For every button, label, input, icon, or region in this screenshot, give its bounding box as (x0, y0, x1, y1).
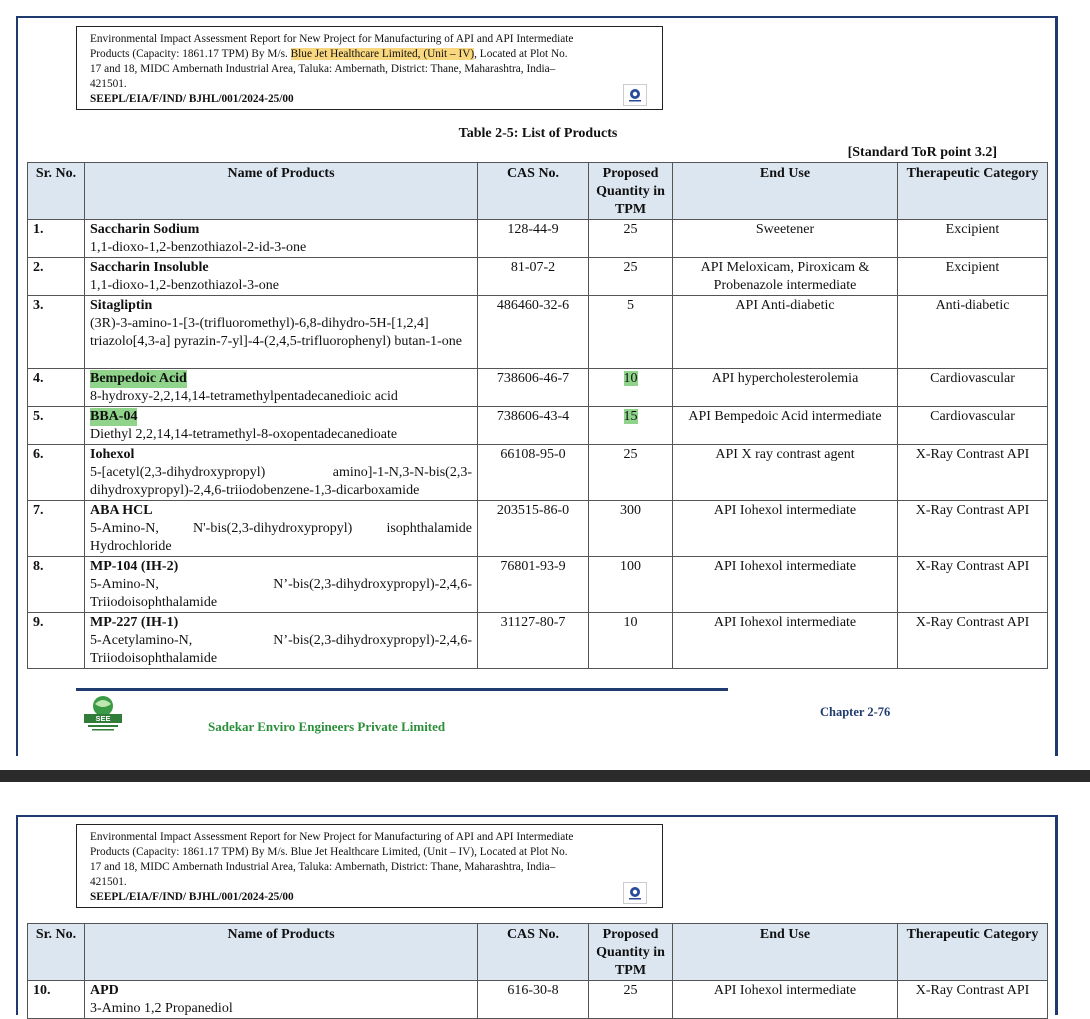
table-row (28, 220, 1048, 258)
product-iupac: (3R)-3-amino-1-[3-(trifluoromethyl)-6,8-dihydro-5H-[1,2,4] triazolo[4,3-a] pyrazin-7-yl]-4-(2,4,5-trifluorophenyl) butan-1-one (90, 316, 463, 349)
therapeutic-category: Excipient (898, 258, 1048, 296)
quantity-highlight: 10 (623, 371, 638, 386)
company-highlight: Blue Jet Healthcare Limited, (Unit – IV) (290, 48, 475, 60)
see-logo (78, 694, 128, 734)
end-use: API Meloxicam, Piroxicam & Probenazole intermediate (673, 258, 898, 296)
row-sr: 6. (28, 445, 85, 501)
quantity (589, 407, 673, 445)
therapeutic-category: Cardiovascular (898, 369, 1048, 407)
product-iupac: 5-Amino-N, N'-bis(2,3-dihydroxypropyl) isophthalamide Hydrochloride (90, 521, 472, 554)
product-name: Sitagliptin (90, 298, 153, 313)
quantity-highlight: 15 (623, 409, 638, 424)
cas-number: 486460-32-6 (478, 296, 589, 369)
product-cell (85, 501, 478, 557)
quantity: 25 (589, 220, 673, 258)
cas-number: 203515-86-0 (478, 501, 589, 557)
product-name: Iohexol (90, 447, 135, 462)
product-iupac: 5-Acetylamino-N, N’-bis(2,3-dihydroxypropyl)-2,4,6-Triiodoisophthalamide (90, 633, 472, 666)
product-iupac: 3-Amino 1,2 Propanediol (90, 1001, 233, 1016)
report-reference: SEEPL/EIA/F/IND/ BJHL/001/2024-25/00 (90, 891, 294, 903)
therapeutic-category: X-Ray Contrast API (898, 981, 1048, 1019)
product-cell (85, 220, 478, 258)
table-row (28, 501, 1048, 557)
cas-number: 738606-46-7 (478, 369, 589, 407)
therapeutic-category: X-Ray Contrast API (898, 613, 1048, 669)
row-sr: 9. (28, 613, 85, 669)
row-sr: 8. (28, 557, 85, 613)
table-row (28, 445, 1048, 501)
cas-number: 81-07-2 (478, 258, 589, 296)
therapeutic-category: X-Ray Contrast API (898, 501, 1048, 557)
header-line-3: 17 and 18, MIDC Ambernath Industrial Area, Taluka: Ambernath, District: Thane, Maharashtra, India– (90, 63, 556, 75)
product-cell (85, 369, 478, 407)
row-sr: 3. (28, 296, 85, 369)
product-cell (85, 613, 478, 669)
product-iupac: 5-Amino-N, N’-bis(2,3-dihydroxypropyl)-2,4,6-Triiodoisophthalamide (90, 577, 472, 610)
product-name: MP-227 (IH-1) (90, 615, 179, 630)
table-header-row (28, 924, 1048, 981)
product-iupac: 1,1-dioxo-1,2-benzothiazol-3-one (90, 278, 279, 293)
quantity: 300 (589, 501, 673, 557)
footer-rule (76, 688, 728, 691)
end-use: API Iohexol intermediate (673, 613, 898, 669)
end-use: API Bempedoic Acid intermediate (673, 407, 898, 445)
therapeutic-category: Excipient (898, 220, 1048, 258)
cas-number: 616-30-8 (478, 981, 589, 1019)
quantity: 100 (589, 557, 673, 613)
end-use: API Iohexol intermediate (673, 981, 898, 1019)
product-name: Bempedoic Acid (90, 371, 187, 386)
quantity: 25 (589, 445, 673, 501)
col-category: Therapeutic Category (898, 163, 1048, 220)
therapeutic-category: X-Ray Contrast API (898, 445, 1048, 501)
header-line-2: Products (Capacity: 1861.17 TPM) By M/s. Blue Jet Healthcare Limited, (Unit – IV), Located at Plot No. (90, 846, 568, 858)
product-name: APD (90, 983, 119, 998)
blue-jet-logo (623, 882, 647, 904)
product-name: BBA-04 (90, 409, 138, 424)
report-header (76, 26, 663, 110)
product-iupac: 5-[acetyl(2,3-dihydroxypropyl) amino]-1-N,3-N-bis(2,3-dihydroxypropyl)-2,4,6-triiodobenzene-1,3-dicarboxamide (90, 465, 472, 498)
product-name: Saccharin Sodium (90, 222, 200, 237)
table-row (28, 407, 1048, 445)
tor-reference: [Standard ToR point 3.2] (847, 145, 997, 160)
row-sr: 1. (28, 220, 85, 258)
table-row (28, 613, 1048, 669)
end-use: Sweetener (673, 220, 898, 258)
quantity: 25 (589, 981, 673, 1019)
product-cell (85, 557, 478, 613)
products-table (27, 162, 1048, 669)
document-page-2 (0, 782, 1090, 1016)
product-iupac: 8-hydroxy-2,2,14,14-tetramethylpentadecanedioic acid (90, 389, 398, 404)
page-frame-top (16, 16, 1058, 18)
table-row (28, 369, 1048, 407)
product-iupac: Diethyl 2,2,14,14-tetramethyl-8-oxopentadecanedioate (90, 427, 398, 442)
therapeutic-category: Anti-diabetic (898, 296, 1048, 369)
col-qty: Proposed Quantity in TPM (589, 163, 673, 220)
cas-number: 66108-95-0 (478, 445, 589, 501)
col-category: Therapeutic Category (898, 924, 1048, 981)
cas-number: 76801-93-9 (478, 557, 589, 613)
row-sr: 7. (28, 501, 85, 557)
footer-company: Sadekar Enviro Engineers Private Limited (208, 719, 446, 734)
page-frame-left (16, 815, 18, 1015)
product-cell (85, 296, 478, 369)
blue-jet-logo (623, 84, 647, 106)
col-end-use: End Use (673, 924, 898, 981)
see-logo-text: SEE (95, 714, 111, 723)
row-sr: 2. (28, 258, 85, 296)
table-header-row (28, 163, 1048, 220)
end-use: API Iohexol intermediate (673, 501, 898, 557)
col-cas: CAS No. (478, 163, 589, 220)
table-title: Table 2-5: List of Products (458, 126, 618, 141)
row-sr: 10. (28, 981, 85, 1019)
quantity: 10 (589, 613, 673, 669)
col-name: Name of Products (85, 924, 478, 981)
col-cas: CAS No. (478, 924, 589, 981)
header-line-4: 421501. (90, 876, 127, 888)
report-reference: SEEPL/EIA/F/IND/ BJHL/001/2024-25/00 (90, 93, 294, 105)
product-cell (85, 407, 478, 445)
quantity: 5 (589, 296, 673, 369)
header-line-1: Environmental Impact Assessment Report for New Project for Manufacturing of API and API Intermediate (90, 831, 574, 843)
product-name: Saccharin Insoluble (90, 260, 209, 275)
end-use: API Anti-diabetic (673, 296, 898, 369)
quantity (589, 369, 673, 407)
col-sr-no: Sr. No. (28, 163, 85, 220)
quantity: 25 (589, 258, 673, 296)
products-table-continued (27, 923, 1048, 1019)
header-line-3: 17 and 18, MIDC Ambernath Industrial Area, Taluka: Ambernath, District: Thane, Maharashtra, India– (90, 861, 556, 873)
col-name: Name of Products (85, 163, 478, 220)
end-use: API X ray contrast agent (673, 445, 898, 501)
end-use: API hypercholesterolemia (673, 369, 898, 407)
product-cell (85, 258, 478, 296)
col-end-use: End Use (673, 163, 898, 220)
table-row (28, 258, 1048, 296)
product-name: ABA HCL (90, 503, 153, 518)
report-header (76, 824, 663, 908)
row-sr: 5. (28, 407, 85, 445)
product-name: MP-104 (IH-2) (90, 559, 179, 574)
product-iupac: 1,1-dioxo-1,2-benzothiazol-2-id-3-one (90, 240, 307, 255)
table-row (28, 557, 1048, 613)
footer-chapter: Chapter 2-76 (820, 705, 891, 719)
table-row (28, 296, 1048, 369)
end-use: API Iohexol intermediate (673, 557, 898, 613)
product-cell (85, 445, 478, 501)
header-line-4: 421501. (90, 78, 127, 90)
page-frame-top (16, 815, 1058, 817)
cas-number: 128-44-9 (478, 220, 589, 258)
header-line-1: Environmental Impact Assessment Report for New Project for Manufacturing of API and API Intermediate (90, 33, 574, 45)
therapeutic-category: Cardiovascular (898, 407, 1048, 445)
page-frame-right (1055, 815, 1058, 1015)
cas-number: 31127-80-7 (478, 613, 589, 669)
therapeutic-category: X-Ray Contrast API (898, 557, 1048, 613)
page-divider (0, 770, 1090, 782)
col-sr-no: Sr. No. (28, 924, 85, 981)
cas-number: 738606-43-4 (478, 407, 589, 445)
header-line-2: Products (Capacity: 1861.17 TPM) By M/s. Blue Jet Healthcare Limited, (Unit – IV), Located at Plot No. (90, 48, 568, 60)
row-sr: 4. (28, 369, 85, 407)
col-qty: Proposed Quantity in TPM (589, 924, 673, 981)
